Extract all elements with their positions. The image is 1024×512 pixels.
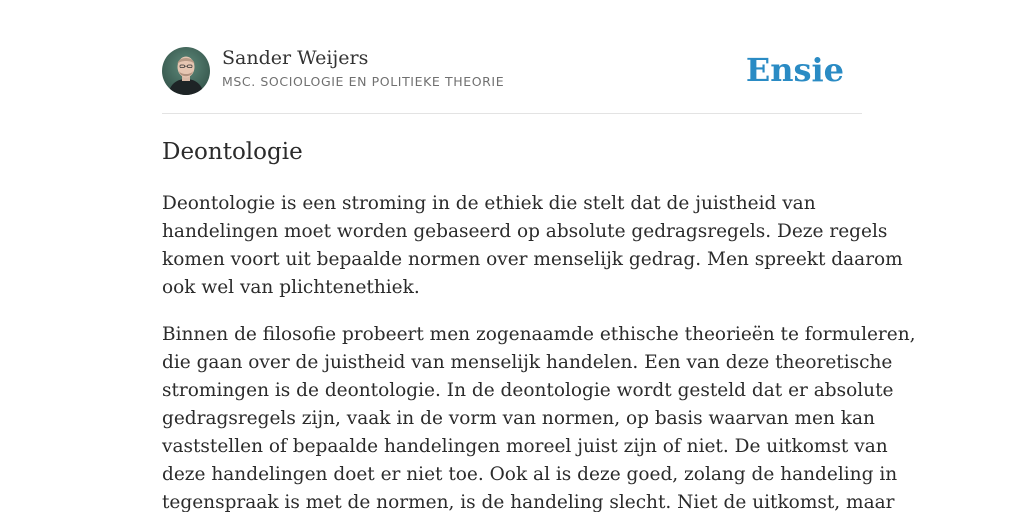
article-body [162, 190, 916, 512]
article-header [162, 46, 862, 96]
text-line: Deontologie is een stroming in de ethiek die stelt dat de juistheid van [162, 193, 816, 214]
paragraph [162, 190, 903, 302]
author-name[interactable]: Sander Weijers [222, 47, 369, 69]
text-line: komen voort uit bepaalde normen over menselijk gedrag. Men spreekt daarom [162, 249, 903, 270]
header-divider [162, 113, 862, 114]
text-line: gedragsregels zijn, vaak in de vorm van normen, op basis waarvan men kan [162, 408, 875, 429]
text-line: stromingen is de deontologie. In de deontologie wordt gesteld dat er absolute [162, 380, 894, 401]
author-photo [162, 47, 210, 95]
author-credentials: MSC. SOCIOLOGIE EN POLITIEKE THEORIE [222, 74, 505, 89]
text-line: ook wel van plichtenethiek. [162, 277, 420, 298]
text-line: handelingen moet worden gebaseerd op absolute gedragsregels. Deze regels [162, 221, 888, 242]
paragraph [162, 321, 916, 512]
text-line: deze handelingen doet er niet toe. Ook al is deze goed, zolang de handeling in [162, 464, 898, 485]
author-avatar[interactable] [162, 47, 210, 95]
text-line: vaststellen of bepaalde handelingen moreel juist zijn of niet. De uitkomst van [162, 436, 888, 457]
text-line: tegenspraak is met de normen, is de handeling slecht. Niet de uitkomst, maar [162, 492, 895, 512]
text-line: die gaan over de juistheid van menselijk handelen. Een van deze theoretische [162, 352, 893, 373]
brand-logo[interactable]: Ensie [745, 51, 844, 89]
text-line: Binnen de filosofie probeert men zogenaamde ethische theorieën te formuleren, [162, 324, 916, 345]
article-title: Deontologie [162, 139, 303, 165]
